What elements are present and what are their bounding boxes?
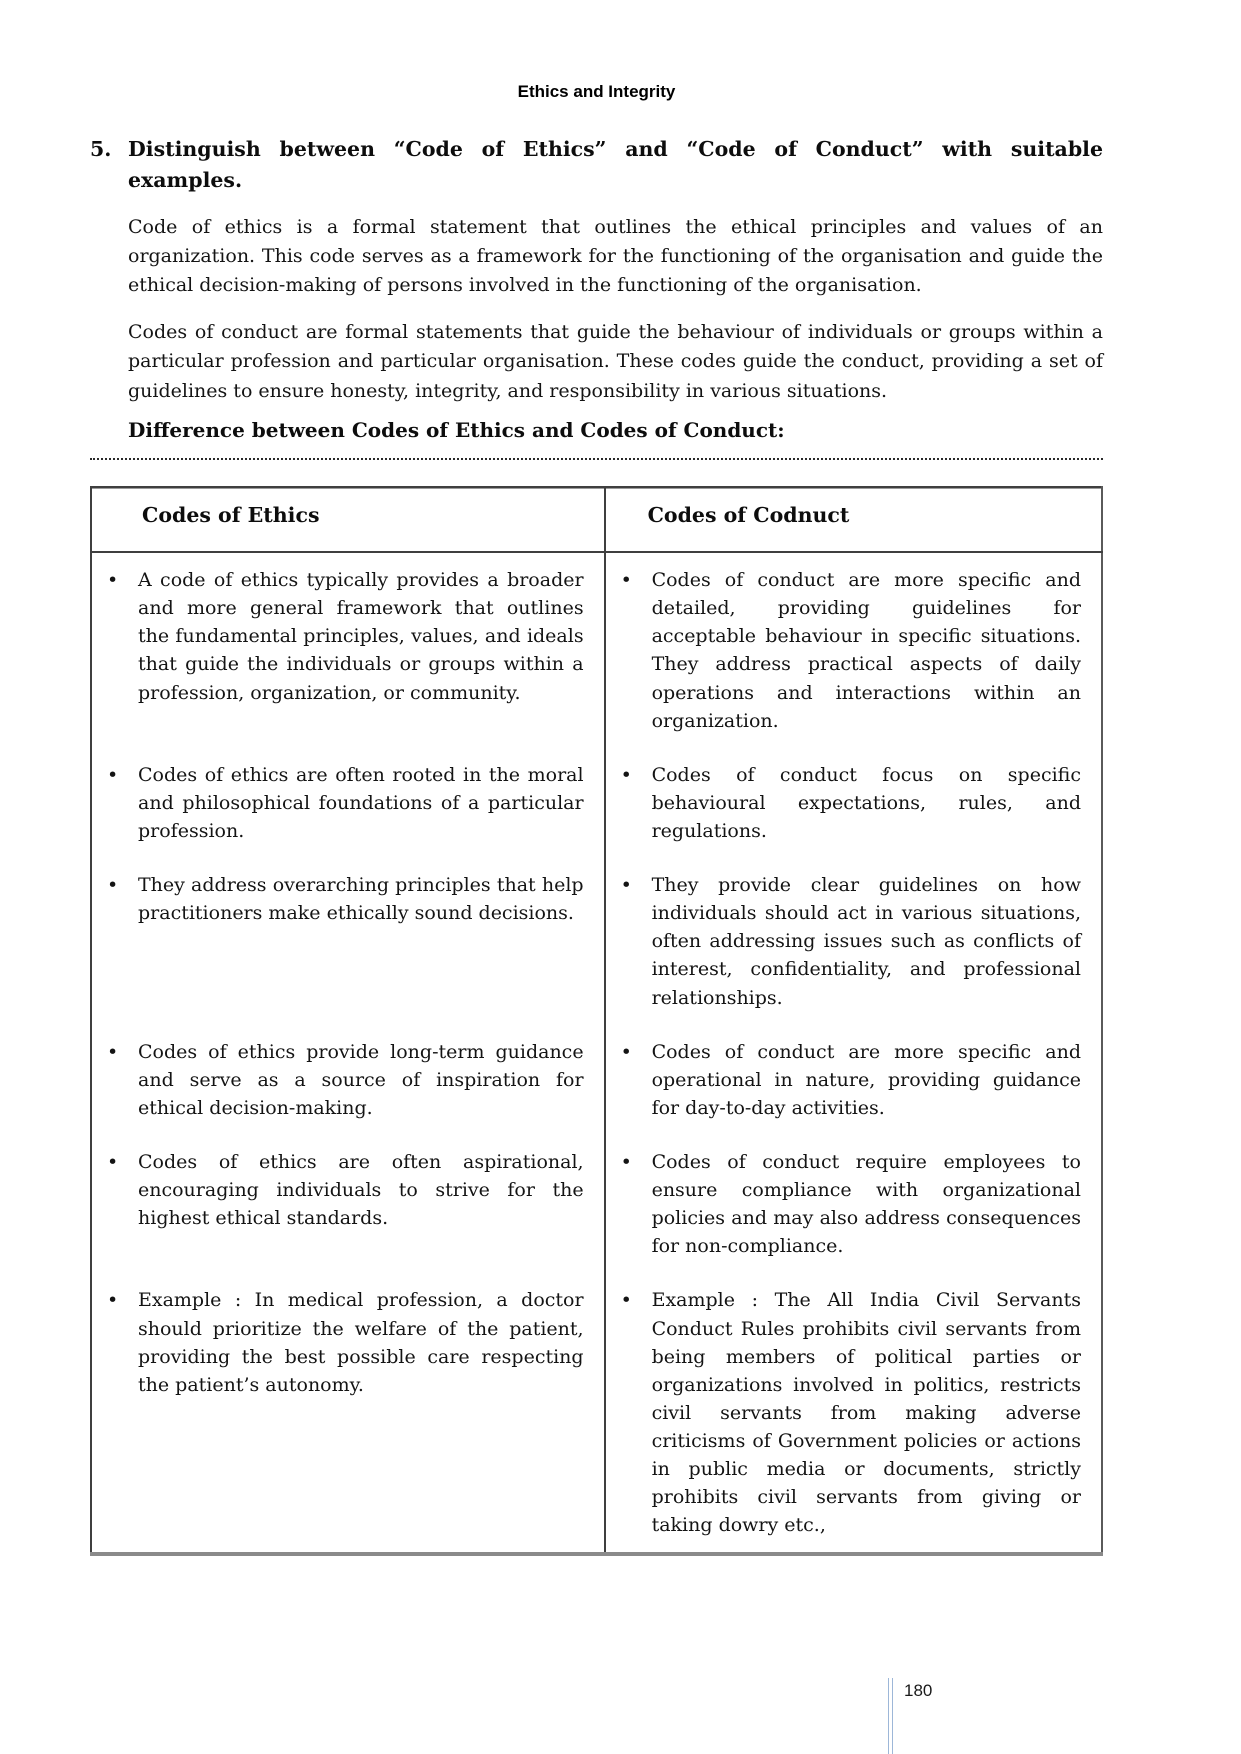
bullet-icon: • — [107, 1040, 119, 1063]
table-row — [91, 1025, 1102, 1135]
bullet-icon: • — [620, 1289, 632, 1312]
page-header-title: Ethics and Integrity — [517, 82, 676, 101]
bullet-icon: • — [107, 569, 119, 592]
bullet-icon: • — [620, 874, 632, 897]
bullet-text: Codes of conduct are more specific and detailed, providing guidelines for acceptable behaviour in specific situations. They address practical aspects of daily operations and interactions within an organization. — [651, 569, 1081, 732]
list-item — [104, 761, 584, 845]
footer-accent-rule — [888, 1678, 893, 1754]
bullet-icon: • — [620, 569, 632, 592]
list-item — [104, 566, 584, 707]
bullet-text: They address overarching principles that help practitioners make ethically sound decisions. — [138, 874, 584, 925]
conduct-cell — [605, 1135, 1102, 1273]
ethics-cell — [91, 1273, 605, 1554]
bullet-icon: • — [107, 763, 119, 786]
list-item — [618, 1148, 1081, 1260]
question-number: 5. — [90, 137, 112, 161]
comparison-table-body — [91, 552, 1102, 1554]
ethics-cell — [91, 1135, 605, 1273]
bullet-text: Codes of conduct require employees to ensure compliance with organizational policies and may also address consequences for non-compliance. — [651, 1150, 1081, 1258]
list-item — [104, 1148, 584, 1232]
paragraph-codes-of-conduct: Codes of conduct are formal statements that guide the behaviour of individuals or groups within a particular profession and particular organisation. These codes guide the conduct, providing a set of guidelines to ensure honesty, integrity, and responsibility in various situations. — [128, 320, 1103, 402]
page-number: 180 — [904, 1681, 933, 1700]
conduct-cell — [605, 552, 1102, 748]
bullet-icon: • — [107, 874, 119, 897]
bullet-icon: • — [620, 1040, 632, 1063]
header-codes-of-ethics: Codes of Ethics — [91, 487, 605, 552]
conduct-cell — [605, 1025, 1102, 1135]
bullet-text: Codes of ethics provide long-term guidance and serve as a source of inspiration for ethical decision-making. — [138, 1040, 584, 1119]
header-codes-of-conduct: Codes of Codnuct — [605, 487, 1102, 552]
ethics-cell — [91, 552, 605, 748]
bullet-text: Codes of conduct focus on specific behavioural expectations, rules, and regulations. — [651, 763, 1081, 842]
bullet-icon: • — [107, 1150, 119, 1173]
conduct-cell — [605, 1273, 1102, 1554]
table-row — [91, 552, 1102, 748]
bullet-text: Codes of conduct are more specific and operational in nature, providing guidance for day-to-day activities. — [651, 1040, 1081, 1119]
bullet-icon: • — [620, 1150, 632, 1173]
comparison-table-head — [91, 487, 1102, 552]
list-item — [104, 1038, 584, 1122]
table-row — [91, 748, 1102, 858]
ethics-cell — [91, 858, 605, 1025]
table-row — [91, 1135, 1102, 1273]
bullet-icon: • — [620, 763, 632, 786]
comparison-table — [90, 486, 1103, 1556]
bullet-text: They provide clear guidelines on how individuals should act in various situations, often addressing issues such as conflicts of interest, confidentiality, and professional relationships. — [651, 874, 1081, 1009]
bullet-text: A code of ethics typically provides a broader and more general framework that outlines the fundamental principles, values, and ideals that guide the individuals or groups within a profession, organization, or community. — [138, 569, 584, 704]
conduct-cell — [605, 748, 1102, 858]
bullet-text: Example : The All India Civil Servants Conduct Rules prohibits civil servants from being members of political parties or organizations involved in politics, restricts civil servants from making adverse criticisms of Government policies or actions in public media or documents, strictly prohibits civil servants from giving or taking dowry etc., — [651, 1289, 1081, 1537]
header-row — [91, 487, 1102, 552]
table-row — [91, 1273, 1102, 1554]
conduct-cell — [605, 858, 1102, 1025]
bullet-text: Codes of ethics are often rooted in the moral and philosophical foundations of a particular profession. — [138, 763, 584, 842]
difference-subheading: Difference between Codes of Ethics and Codes of Conduct: — [128, 418, 785, 443]
question-text: Distinguish between “Code of Ethics” and “Code of Conduct” with suitable examples. — [128, 137, 1103, 192]
list-item — [618, 871, 1081, 1012]
list-item — [104, 871, 584, 927]
bullet-text: Codes of ethics are often aspirational, encouraging individuals to strive for the highest ethical standards. — [138, 1150, 584, 1230]
list-item — [618, 566, 1081, 735]
bullet-icon: • — [107, 1289, 119, 1312]
bullet-text: Example : In medical profession, a doctor should prioritize the welfare of the patient, providing the best possible care respecting the patient’s autonomy. — [138, 1289, 584, 1396]
ethics-cell — [91, 1025, 605, 1135]
document-page — [90, 0, 1103, 1556]
paragraph-code-of-ethics: Code of ethics is a formal statement that outlines the ethical principles and values of an organization. This code serves as a framework for the functioning of the organisation and guide the ethical decision-making of persons involved in the functioning of the organisation. — [128, 215, 1103, 297]
list-item — [104, 1286, 584, 1398]
dotted-divider — [90, 458, 1103, 460]
ethics-cell — [91, 748, 605, 858]
question-block — [90, 134, 1103, 196]
list-item — [618, 761, 1081, 845]
list-item — [618, 1286, 1081, 1539]
table-row — [91, 858, 1102, 1025]
list-item — [618, 1038, 1081, 1122]
